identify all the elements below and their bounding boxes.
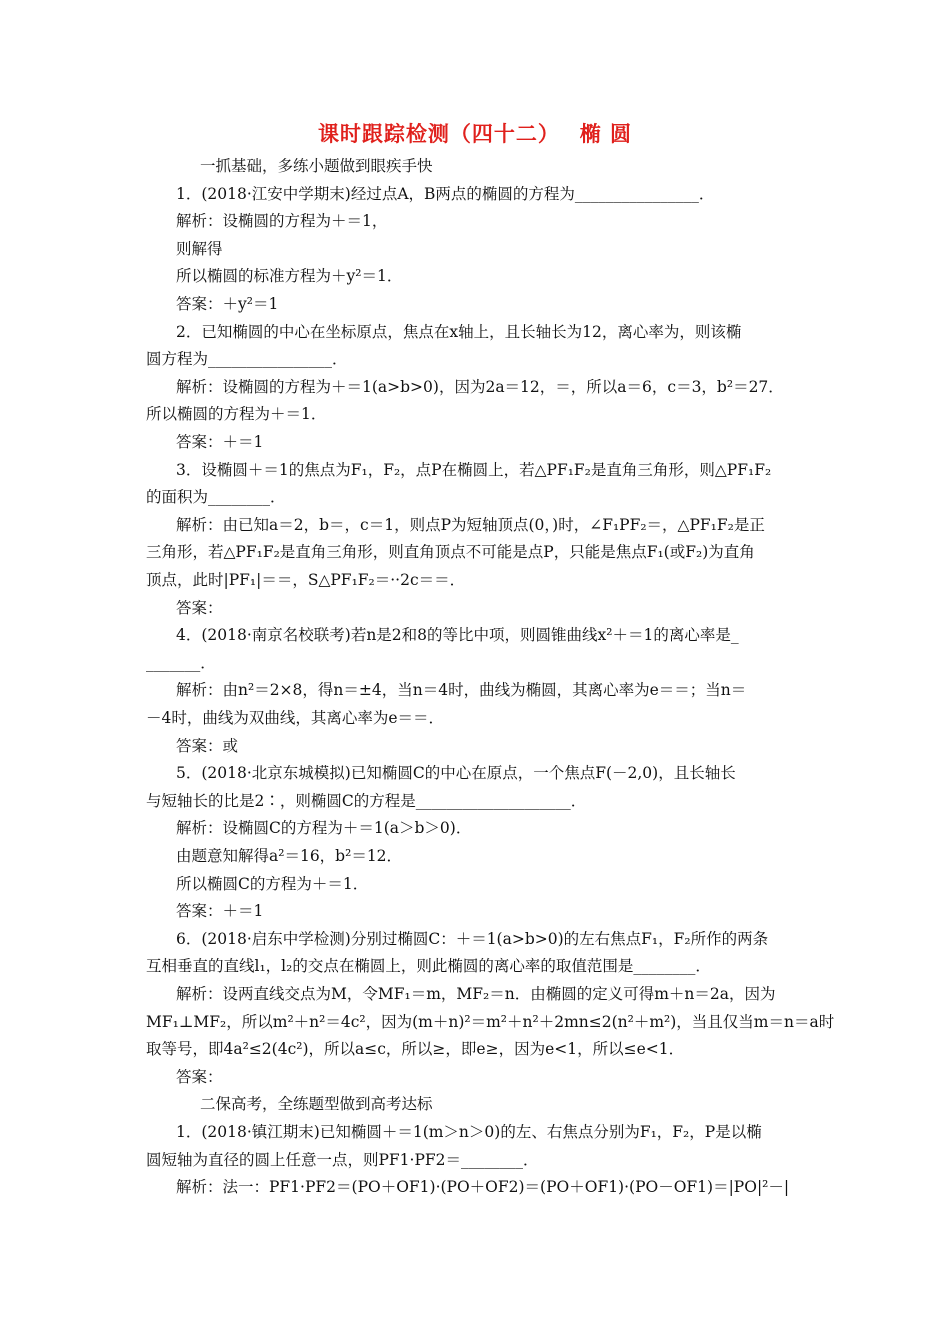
text-line: 答案：	[176, 598, 223, 617]
text-line: 二保高考，全练题型做到高考达标	[200, 1095, 433, 1114]
text-line: 解析：设椭圆的方程为＋＝1(a>b>0)，因为2a＝12，＝，所以a＝6，c＝3，b²＝27．	[176, 377, 784, 396]
text-line: 一抓基础，多练小题做到眼疾手快	[200, 157, 433, 175]
text-line: 所以椭圆C的方程为＋＝1．	[176, 874, 369, 893]
text-line: 解析：由n²＝2×8，得n＝±4，当n＝4时，曲线为椭圆，其离心率为e＝＝；当n＝	[176, 681, 747, 700]
text-line: 2．已知椭圆的中心在坐标原点，焦点在x轴上，且长轴长为12，离心率为，则该椭	[176, 322, 742, 341]
page-title: 课时跟踪检测（四十二） 椭 圆	[317, 122, 633, 146]
text-line: 6．(2018·启东中学检测)分别过椭圆C：＋＝1(a>b>0)的左右焦点F₁，F₂所作的两条	[176, 929, 769, 948]
text-line: 顶点，此时|PF₁|＝＝，S△PF₁F₂＝··2c＝＝．	[146, 571, 466, 589]
text-line: 答案：＋＝1	[176, 433, 264, 451]
text-line: _______．	[146, 653, 216, 672]
text-line: 答案：或	[176, 736, 239, 755]
text-line: 则解得	[176, 239, 223, 258]
text-line: 1．(2018·镇江期末)已知椭圆＋＝1(m＞n＞0)的左、右焦点分别为F₁，F₂，P是以椭	[176, 1123, 762, 1141]
text-line: 答案：	[176, 1067, 223, 1086]
text-line: 5．(2018·北京东城模拟)已知椭圆C的中心在原点，一个焦点F(－2,0)，且长轴长	[176, 764, 736, 783]
text-line: 圆方程为________________．	[146, 350, 348, 369]
text-line: －4时，曲线为双曲线，其离心率为e＝＝．	[146, 709, 445, 727]
text-line: 3．设椭圆＋＝1的焦点为F₁，F₂，点P在椭圆上，若△PF₁F₂是直角三角形，则△PF₁F₂	[176, 460, 772, 479]
text-line: 解析：由已知a＝2，b＝，c＝1，则点P为短轴顶点(0，)时，∠F₁PF₂＝，△PF₁F₂是正	[176, 515, 765, 534]
text-line: 1．(2018·江安中学期末)经过点A，B两点的椭圆的方程为________________．	[176, 184, 715, 203]
text-line: 三角形，若△PF₁F₂是直角三角形，则直角顶点不可能是点P，只能是焦点F₁(或F₂)为直角	[146, 543, 755, 562]
text-line: 答案：＋＝1	[176, 902, 264, 921]
text-line: 圆短轴为直径的圆上任意一点，则PF1·PF2＝________．	[146, 1150, 539, 1169]
text-line: 答案：＋y²＝1	[176, 295, 279, 313]
text-line: 解析：设两直线交点为M，令MF₁＝m，MF₂＝n．由椭圆的定义可得m＋n＝2a，因为	[176, 985, 776, 1003]
text-line: 由题意知解得a²＝16，b²＝12．	[176, 847, 403, 865]
text-line: 互相垂直的直线l₁，l₂的交点在椭圆上，则此椭圆的离心率的取值范围是________．	[146, 957, 711, 976]
text-line: 的面积为________．	[146, 488, 286, 507]
text-line: 取等号，即4a²≤2(4c²)，所以a≤c，所以≥，即e≥，因为e<1，所以≤e<1．	[146, 1040, 685, 1059]
text-line: 解析：设椭圆C的方程为＋＝1(a＞b＞0)．	[176, 819, 472, 838]
text-line: MF₁⊥MF₂，所以m²＋n²＝4c²，因为(m＋n)²＝m²＋n²＋2mn≤2(n²＋m²)，当且仅当m＝n＝a时	[146, 1012, 835, 1031]
text-line: 4．(2018·南京名校联考)若n是2和8的等比中项，则圆锥曲线x²＋＝1的离心率是_	[176, 626, 739, 645]
text-line: 所以椭圆的方程为＋＝1．	[146, 405, 327, 424]
text-line: 所以椭圆的标准方程为＋y²＝1．	[176, 267, 403, 286]
text-line: 解析：法一：PF1·PF2＝(PO＋OF1)·(PO＋OF2)＝(PO＋OF1)·(PO－OF1)＝|PO|²－|	[176, 1178, 790, 1197]
text-line: 解析：设椭圆的方程为＋＝1，	[176, 212, 388, 231]
text-line: 与短轴长的比是2∶，则椭圆C的方程是____________________．	[146, 791, 587, 810]
